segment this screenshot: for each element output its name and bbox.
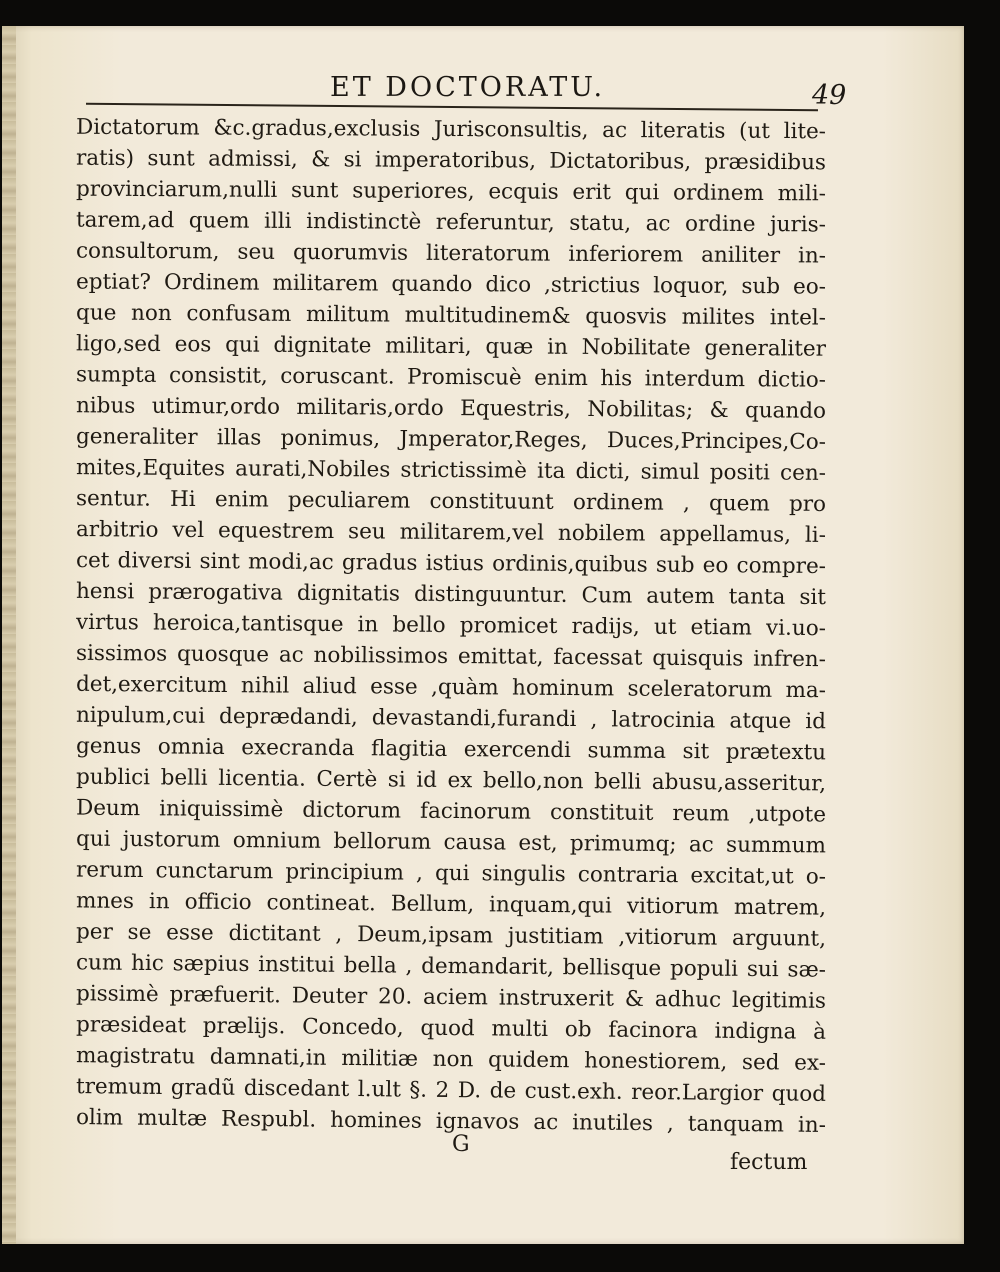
running-head: ET DOCTORATU. [330, 72, 606, 103]
text-line: sentur. Hi enim peculiarem constituunt ordinem , quem pro [75, 486, 827, 517]
text-line: tremum gradũ discedant l.ult §. 2 D. de cust.exh. reor.Largior quod [75, 1074, 827, 1107]
text-line: genus omnia execranda flagitia exercendi summa sit prætextu [75, 733, 827, 766]
text-line: generaliter illas ponimus, Jmperator,Reges, Duces,Principes,Co- [75, 424, 827, 455]
text-line: rerum cunctarum principium , qui singulis contraria excitat,ut o- [75, 857, 827, 890]
text-line: magistratu damnati,in militiæ non quidem honestiorem, sed ex- [75, 1043, 827, 1076]
text-line: ratis) sunt admissi, & si imperatoribus, Dictatoribus, præsidibus [75, 145, 827, 176]
text-line: pissimè præfuerit. Deuter 20. aciem instruxerit & adhuc legitimis [75, 981, 827, 1014]
text-line: nibus utimur,ordo militaris,ordo Equestris, Nobilitas; & quando [75, 393, 827, 424]
text-line: det,exercitum nihil aliud esse ,quàm hominum sceleratorum ma- [75, 671, 827, 704]
text-line: Deum iniquissimè dictorum facinorum constituit reum ,utpote [75, 795, 827, 828]
text-line: ligo,sed eos qui dignitate militari, quæ in Nobilitate generaliter [75, 331, 827, 362]
text-line: nipulum,cui deprædandi, devastandi,furandi , latrocinia atque id [75, 702, 827, 735]
text-line: publici belli licentia. Certè si id ex bello,non belli abusu,asseritur, [75, 764, 827, 797]
text-line: sumpta consistit, coruscant. Promiscuè enim his interdum dictio- [75, 362, 827, 393]
text-line: cet diversi sint modi,ac gradus istius ordinis,quibus sub eo compre- [75, 547, 827, 580]
page-number: 49 [812, 80, 847, 111]
page-edge [2, 26, 16, 1244]
text-line: hensi prærogativa dignitatis distinguuntur. Cum autem tanta sit [75, 578, 827, 611]
signature-mark: G [452, 1132, 470, 1157]
text-line: virtus heroica,tantisque in bello promicet radijs, ut etiam vi.uo- [75, 609, 827, 642]
body-text [76, 114, 826, 1137]
text-line: tarem,ad quem illi indistinctè referuntur, statu, ac ordine juris- [75, 207, 827, 238]
text-line: olim multæ Respubl. homines ignavos ac inutiles , tanquam in- [75, 1105, 827, 1138]
text-line: eptiat? Ordinem militarem quando dico ,strictius loquor, sub eo- [75, 269, 827, 300]
text-line: cum hic sæpius institui bella , demandarit, bellisque populi sui sæ- [75, 950, 827, 983]
text-line: Dictatorum &c.gradus,exclusis Jurisconsultis, ac literatis (ut lite- [75, 114, 827, 145]
text-line: mites,Equites aurati,Nobiles strictissimè ita dicti, simul positi cen- [75, 455, 827, 486]
text-line: provinciarum,nulli sunt superiores, ecquis erit qui ordinem mili- [75, 176, 827, 207]
text-line: sissimos quosque ac nobilissimos emittat, facessat quisquis infren- [75, 640, 827, 673]
catchword: fectum [730, 1150, 808, 1175]
text-line: que non confusam militum multitudinem& quosvis milites intel- [75, 300, 827, 331]
text-line: arbitrio vel equestrem seu militarem,vel nobilem appellamus, li- [75, 517, 827, 548]
text-line: per se esse dictitant , Deum,ipsam justitiam ,vitiorum arguunt, [75, 919, 827, 952]
text-line: mnes in officio contineat. Bellum, inquam,qui vitiorum matrem, [75, 888, 827, 921]
text-line: præsideat prælijs. Concedo, quod multi ob facinora indigna à [75, 1012, 827, 1045]
text-line: consultorum, seu quorumvis literatorum inferiorem aniliter in- [75, 238, 827, 269]
text-line: qui justorum omnium bellorum causa est, primumq; ac summum [75, 826, 827, 859]
